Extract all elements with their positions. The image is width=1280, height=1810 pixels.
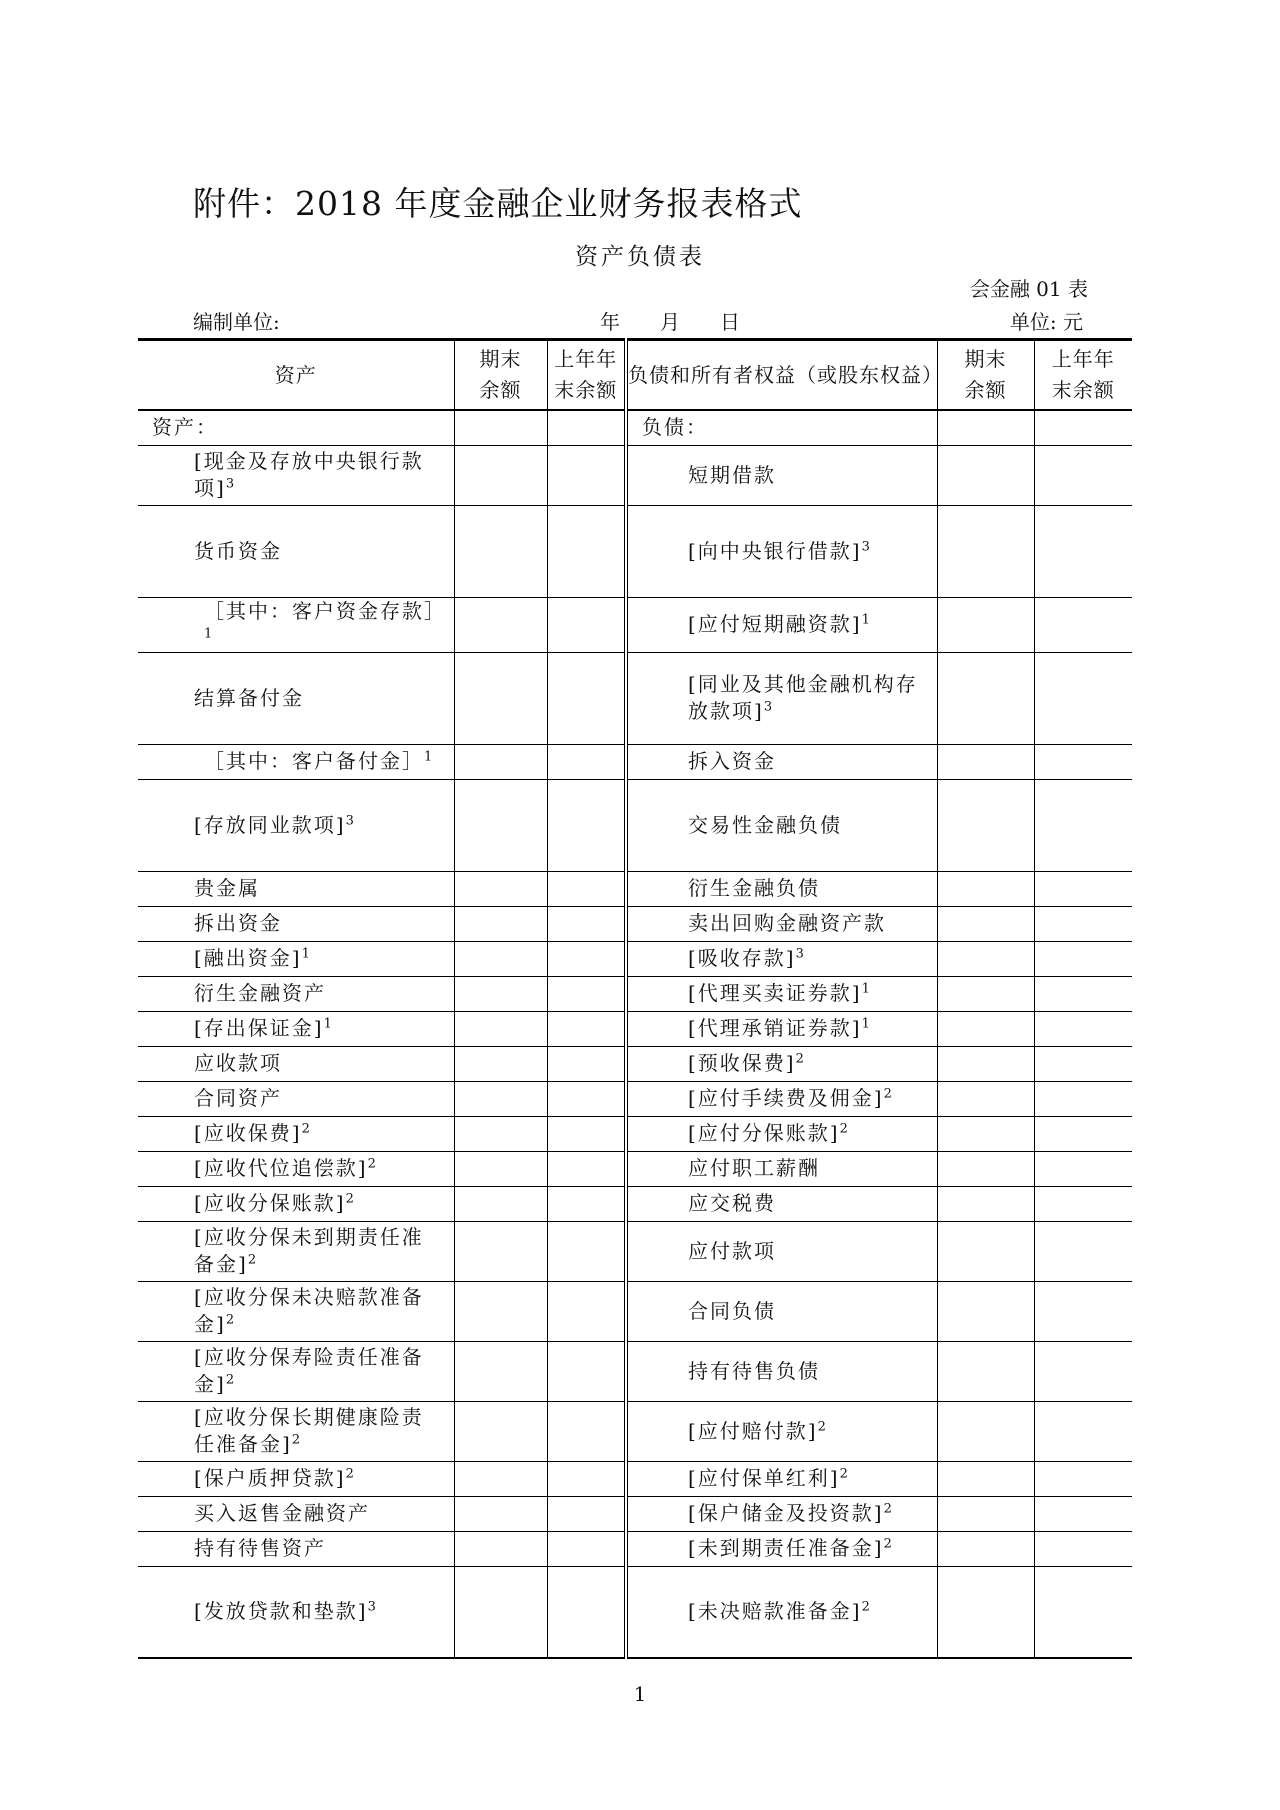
- liability-prev-balance-cell: [1034, 744, 1132, 779]
- form-code: 会金融 01 表: [969, 277, 1088, 301]
- footnote-marker: 1: [301, 946, 310, 962]
- table-row: [138, 505, 1132, 597]
- left-item-wrap: [138, 910, 454, 937]
- footnote-marker: 3: [367, 1599, 376, 1615]
- asset-end-balance-cell: [454, 1046, 547, 1081]
- asset-item: 资产：: [152, 415, 218, 440]
- footnote-marker: 2: [861, 1599, 870, 1615]
- right-item-wrap: [628, 1535, 937, 1562]
- asset-end-balance-cell: [454, 1151, 547, 1186]
- liability-prev-balance-cell: [1034, 1116, 1132, 1151]
- liability-item: [应付短期融资款]: [688, 612, 862, 636]
- asset-item: [融出资金]: [194, 946, 302, 970]
- asset-prev-balance-cell: [547, 652, 626, 744]
- header-prev-balance: 上年年 末余额: [547, 340, 626, 411]
- liability-prev-balance-cell: [1034, 1081, 1132, 1116]
- table-row: [138, 1496, 1132, 1531]
- table-row: [138, 779, 1132, 871]
- liability-end-balance-cell: [937, 445, 1034, 505]
- asset-item: [应收代位追偿款]: [194, 1156, 368, 1180]
- liability-item: 应付款项: [688, 1238, 776, 1263]
- table-row: [138, 1221, 1132, 1281]
- liability-item: 拆入资金: [688, 749, 776, 773]
- page-number: 1: [633, 1682, 647, 1706]
- asset-item: [应收分保寿险责任准备金]: [194, 1345, 424, 1396]
- liability-end-balance-cell: [937, 1186, 1034, 1221]
- asset-prev-balance-cell: [547, 1046, 626, 1081]
- right-item-wrap: [628, 1085, 937, 1112]
- liability-item: 应交税费: [688, 1191, 776, 1215]
- liability-prev-balance-cell: [1034, 779, 1132, 871]
- liability-end-balance-cell: [937, 1531, 1034, 1566]
- asset-end-balance-cell: [454, 1116, 547, 1151]
- liability-prev-balance-cell: [1034, 1496, 1132, 1531]
- footnote-marker: 3: [795, 946, 804, 962]
- liability-prev-balance-cell: [1034, 1221, 1132, 1281]
- footnote-marker: 2: [247, 1252, 257, 1268]
- liability-prev-balance-cell: [1034, 1011, 1132, 1046]
- asset-prev-balance-cell: [547, 1081, 626, 1116]
- left-item-wrap: [138, 1598, 454, 1625]
- asset-prev-balance-cell: [547, 1401, 626, 1461]
- liability-prev-balance-cell: [1034, 1046, 1132, 1081]
- liability-item: [应付赔付款]: [688, 1418, 818, 1443]
- asset-end-balance-cell: [454, 1531, 547, 1566]
- asset-item: 货币资金: [194, 538, 282, 563]
- left-item-wrap: [138, 538, 454, 565]
- asset-prev-balance-cell: [547, 779, 626, 871]
- footnote-marker: 2: [301, 1121, 310, 1137]
- liability-item: 短期借款: [688, 462, 776, 487]
- liability-prev-balance-cell: [1034, 597, 1132, 652]
- unit-label: 单位: 元: [1009, 310, 1083, 334]
- left-item-wrap: [138, 875, 454, 902]
- right-item-wrap: [628, 1358, 937, 1385]
- liability-end-balance-cell: [937, 1151, 1034, 1186]
- footnote-marker: 2: [883, 1501, 892, 1517]
- asset-item: 拆出资金: [194, 911, 282, 935]
- liability-item: [未到期责任准备金]: [688, 1536, 884, 1560]
- footnote-marker: 3: [225, 476, 235, 492]
- liability-prev-balance-cell: [1034, 1531, 1132, 1566]
- asset-end-balance-cell: [454, 505, 547, 597]
- liability-item: 合同负债: [688, 1298, 776, 1323]
- left-item-wrap: [138, 685, 454, 712]
- liability-item: [吸收存款]: [688, 946, 796, 970]
- left-item-wrap: [138, 1344, 454, 1398]
- liability-item: 卖出回购金融资产款: [688, 911, 886, 935]
- right-item-wrap: [628, 538, 937, 565]
- asset-item: 合同资产: [194, 1086, 282, 1110]
- footnote-marker: 2: [839, 1121, 848, 1137]
- sheet-title: 资产负债表: [575, 244, 705, 270]
- asset-prev-balance-cell: [547, 976, 626, 1011]
- table-row: [138, 1566, 1132, 1658]
- asset-end-balance-cell: [454, 906, 547, 941]
- table-row: [138, 1151, 1132, 1186]
- asset-prev-balance-cell: [547, 1461, 626, 1496]
- asset-item: [应收分保未到期责任准备金]: [194, 1225, 424, 1276]
- asset-item: [发放贷款和垫款]: [194, 1599, 368, 1624]
- footnote-marker: 3: [861, 538, 870, 554]
- left-item-wrap: [138, 1155, 454, 1182]
- liability-item: [应付分保账款]: [688, 1121, 840, 1145]
- right-item-wrap: [628, 414, 937, 441]
- liability-end-balance-cell: [937, 1116, 1034, 1151]
- asset-prev-balance-cell: [547, 1186, 626, 1221]
- liability-end-balance-cell: [937, 779, 1034, 871]
- table-row: [138, 906, 1132, 941]
- asset-item: [存放同业款项]: [194, 812, 346, 837]
- asset-end-balance-cell: [454, 445, 547, 505]
- left-item-wrap: [138, 980, 454, 1007]
- asset-end-balance-cell: [454, 597, 547, 652]
- footnote-marker: 1: [861, 612, 870, 628]
- footnote-marker: 3: [763, 699, 773, 715]
- liability-prev-balance-cell: [1034, 1151, 1132, 1186]
- asset-prev-balance-cell: [547, 906, 626, 941]
- left-item-wrap: [138, 1224, 454, 1278]
- liability-item: [同业及其他金融机构存放款项]: [688, 672, 918, 723]
- liability-end-balance-cell: [937, 941, 1034, 976]
- liability-end-balance-cell: [937, 1011, 1034, 1046]
- asset-prev-balance-cell: [547, 445, 626, 505]
- table-row: [138, 652, 1132, 744]
- left-item-wrap: [138, 1404, 454, 1458]
- header-row: [138, 340, 1132, 411]
- left-item-wrap: [138, 414, 454, 441]
- left-item-wrap: [138, 1535, 454, 1562]
- asset-prev-balance-cell: [547, 1151, 626, 1186]
- asset-prev-balance-cell: [547, 505, 626, 597]
- liability-prev-balance-cell: [1034, 906, 1132, 941]
- right-item-wrap: [628, 1298, 937, 1325]
- header-assets: 资产: [138, 340, 454, 411]
- asset-item: [保户质押贷款]: [194, 1466, 346, 1490]
- liability-item: 衍生金融负债: [688, 876, 820, 900]
- liability-item: [应付保单红利]: [688, 1466, 840, 1490]
- liability-end-balance-cell: [937, 652, 1034, 744]
- liability-end-balance-cell: [937, 1046, 1034, 1081]
- liability-end-balance-cell: [937, 1566, 1034, 1658]
- liability-item: [代理买卖证券款]: [688, 981, 862, 1005]
- right-item-wrap: [628, 1418, 937, 1445]
- right-item-wrap: [628, 1120, 937, 1147]
- footnote-marker: 1: [204, 625, 213, 641]
- footnote-marker: 2: [883, 1536, 892, 1552]
- liability-end-balance-cell: [937, 1461, 1034, 1496]
- asset-end-balance-cell: [454, 1186, 547, 1221]
- asset-prev-balance-cell: [547, 871, 626, 906]
- table-row: [138, 1281, 1132, 1341]
- asset-end-balance-cell: [454, 1461, 547, 1496]
- asset-item: ［其中：客户备付金］: [204, 749, 424, 773]
- liability-item: 负债：: [642, 415, 708, 440]
- liability-prev-balance-cell: [1034, 652, 1132, 744]
- table-row: [138, 1461, 1132, 1496]
- right-item-wrap: [628, 875, 937, 902]
- asset-prev-balance-cell: [547, 597, 626, 652]
- liability-prev-balance-cell: [1034, 871, 1132, 906]
- table-body: [138, 410, 1132, 1658]
- table-row: [138, 410, 1132, 445]
- liability-end-balance-cell: [937, 906, 1034, 941]
- asset-item: ［其中：客户资金存款］: [204, 598, 446, 623]
- asset-item: 持有待售资产: [194, 1536, 326, 1560]
- asset-prev-balance-cell: [547, 1566, 626, 1658]
- asset-prev-balance-cell: [547, 1116, 626, 1151]
- header-prev-balance-right: 上年年 末余额: [1034, 340, 1132, 411]
- liability-prev-balance-cell: [1034, 1401, 1132, 1461]
- header-liabilities-equity: 负债和所有者权益（或股东权益）: [626, 340, 937, 411]
- liability-end-balance-cell: [937, 597, 1034, 652]
- left-item-wrap: [138, 1284, 454, 1338]
- footnote-marker: 2: [291, 1432, 301, 1448]
- left-item-wrap: [138, 598, 454, 652]
- right-item-wrap: [628, 980, 937, 1007]
- liability-end-balance-cell: [937, 871, 1034, 906]
- liability-end-balance-cell: [937, 1221, 1034, 1281]
- footnote-marker: 2: [345, 1191, 354, 1207]
- asset-prev-balance-cell: [547, 1281, 626, 1341]
- liability-end-balance-cell: [937, 1341, 1034, 1401]
- liability-prev-balance-cell: [1034, 410, 1132, 445]
- liability-end-balance-cell: [937, 976, 1034, 1011]
- asset-prev-balance-cell: [547, 1496, 626, 1531]
- liability-end-balance-cell: [937, 1281, 1034, 1341]
- liability-item: [未决赔款准备金]: [688, 1599, 862, 1624]
- liability-end-balance-cell: [937, 1496, 1034, 1531]
- table-row: [138, 1531, 1132, 1566]
- footnote-marker: 1: [861, 981, 870, 997]
- footnote-marker: 2: [839, 1466, 848, 1482]
- table-row: [138, 1116, 1132, 1151]
- asset-end-balance-cell: [454, 1081, 547, 1116]
- left-item-wrap: [138, 1120, 454, 1147]
- footnote-marker: 1: [861, 1016, 870, 1032]
- right-item-wrap: [628, 1015, 937, 1042]
- left-item-wrap: [138, 1190, 454, 1217]
- table-row: [138, 871, 1132, 906]
- asset-prev-balance-cell: [547, 1341, 626, 1401]
- date-label: 年 月 日: [600, 310, 740, 334]
- liability-prev-balance-cell: [1034, 1461, 1132, 1496]
- asset-end-balance-cell: [454, 1401, 547, 1461]
- asset-end-balance-cell: [454, 1221, 547, 1281]
- balance-sheet-table: [138, 338, 1132, 1659]
- asset-item: 结算备付金: [194, 685, 304, 710]
- liability-prev-balance-cell: [1034, 1186, 1132, 1221]
- asset-item: [应收分保长期健康险责任准备金]: [194, 1405, 424, 1456]
- asset-prev-balance-cell: [547, 941, 626, 976]
- right-item-wrap: [628, 1465, 937, 1492]
- liability-prev-balance-cell: [1034, 941, 1132, 976]
- liability-end-balance-cell: [937, 1081, 1034, 1116]
- asset-prev-balance-cell: [547, 1221, 626, 1281]
- right-item-wrap: [628, 1190, 937, 1217]
- liability-item: [保户储金及投资款]: [688, 1501, 884, 1525]
- asset-prev-balance-cell: [547, 744, 626, 779]
- liability-prev-balance-cell: [1034, 1341, 1132, 1401]
- liability-item: 持有待售负债: [688, 1358, 820, 1383]
- asset-end-balance-cell: [454, 1011, 547, 1046]
- asset-end-balance-cell: [454, 744, 547, 779]
- right-item-wrap: [628, 462, 937, 489]
- left-item-wrap: [138, 1015, 454, 1042]
- table-row: [138, 1046, 1132, 1081]
- right-item-wrap: [628, 910, 937, 937]
- asset-item: [应收保费]: [194, 1121, 302, 1145]
- asset-prev-balance-cell: [547, 410, 626, 445]
- left-item-wrap: [138, 448, 454, 502]
- right-item-wrap: [628, 611, 937, 638]
- asset-end-balance-cell: [454, 1496, 547, 1531]
- asset-end-balance-cell: [454, 941, 547, 976]
- asset-end-balance-cell: [454, 1341, 547, 1401]
- asset-item: [应收分保账款]: [194, 1191, 346, 1215]
- table-row: [138, 744, 1132, 779]
- document-title: 附件：2018 年度金融企业财务报表格式: [193, 184, 803, 223]
- footnote-marker: 2: [345, 1466, 354, 1482]
- asset-item: [现金及存放中央银行款项]: [194, 449, 424, 500]
- liability-end-balance-cell: [937, 744, 1034, 779]
- table-row: [138, 445, 1132, 505]
- asset-prev-balance-cell: [547, 1011, 626, 1046]
- right-item-wrap: [628, 671, 937, 725]
- right-item-wrap: [628, 1238, 937, 1265]
- asset-item: 买入返售金融资产: [194, 1501, 370, 1525]
- left-item-wrap: [138, 748, 454, 775]
- table-row: [138, 1081, 1132, 1116]
- liability-item: 交易性金融负债: [688, 812, 842, 837]
- asset-end-balance-cell: [454, 1566, 547, 1658]
- asset-prev-balance-cell: [547, 1531, 626, 1566]
- table-row: [138, 597, 1132, 652]
- liability-prev-balance-cell: [1034, 505, 1132, 597]
- asset-end-balance-cell: [454, 1281, 547, 1341]
- left-item-wrap: [138, 1050, 454, 1077]
- left-item-wrap: [138, 1465, 454, 1492]
- footnote-marker: 1: [424, 749, 433, 765]
- footnote-marker: 2: [795, 1051, 804, 1067]
- asset-item: [应收分保未决赔款准备金]: [194, 1285, 424, 1336]
- table-row: [138, 941, 1132, 976]
- liability-end-balance-cell: [937, 1401, 1034, 1461]
- liability-prev-balance-cell: [1034, 1281, 1132, 1341]
- right-item-wrap: [628, 1500, 937, 1527]
- asset-end-balance-cell: [454, 871, 547, 906]
- footnote-marker: 2: [817, 1418, 826, 1434]
- footnote-marker: 1: [323, 1016, 332, 1032]
- left-item-wrap: [138, 812, 454, 839]
- right-item-wrap: [628, 812, 937, 839]
- footnote-marker: 2: [225, 1372, 235, 1388]
- footnote-marker: 2: [367, 1156, 376, 1172]
- footnote-marker: 2: [883, 1086, 892, 1102]
- right-item-wrap: [628, 1050, 937, 1077]
- asset-item: 贵金属: [194, 876, 260, 900]
- table-row: [138, 976, 1132, 1011]
- right-item-wrap: [628, 945, 937, 972]
- right-item-wrap: [628, 1155, 937, 1182]
- footnote-marker: 2: [225, 1312, 235, 1328]
- right-item-wrap: [628, 748, 937, 775]
- table-row: [138, 1341, 1132, 1401]
- liability-item: [向中央银行借款]: [688, 538, 862, 563]
- table-row: [138, 1401, 1132, 1461]
- table-row: [138, 1186, 1132, 1221]
- liability-prev-balance-cell: [1034, 445, 1132, 505]
- left-item-wrap: [138, 1500, 454, 1527]
- prepared-by-label: 编制单位:: [193, 310, 280, 334]
- left-item-wrap: [138, 945, 454, 972]
- asset-item: [存出保证金]: [194, 1016, 324, 1040]
- asset-end-balance-cell: [454, 652, 547, 744]
- right-item-wrap: [628, 1598, 937, 1625]
- liability-end-balance-cell: [937, 505, 1034, 597]
- header-end-balance-right: 期末 余额: [937, 340, 1034, 411]
- asset-end-balance-cell: [454, 410, 547, 445]
- liability-prev-balance-cell: [1034, 1566, 1132, 1658]
- table-row: [138, 1011, 1132, 1046]
- asset-end-balance-cell: [454, 779, 547, 871]
- asset-item: 衍生金融资产: [194, 981, 326, 1005]
- left-item-wrap: [138, 1085, 454, 1112]
- footnote-marker: 3: [345, 812, 354, 828]
- liability-end-balance-cell: [937, 410, 1034, 445]
- liability-item: [应付手续费及佣金]: [688, 1086, 884, 1110]
- header-end-balance: 期末 余额: [454, 340, 547, 411]
- liability-prev-balance-cell: [1034, 976, 1132, 1011]
- asset-item: 应收款项: [194, 1051, 282, 1075]
- asset-end-balance-cell: [454, 976, 547, 1011]
- liability-item: [预收保费]: [688, 1051, 796, 1075]
- liability-item: 应付职工薪酬: [688, 1156, 820, 1180]
- liability-item: [代理承销证券款]: [688, 1016, 862, 1040]
